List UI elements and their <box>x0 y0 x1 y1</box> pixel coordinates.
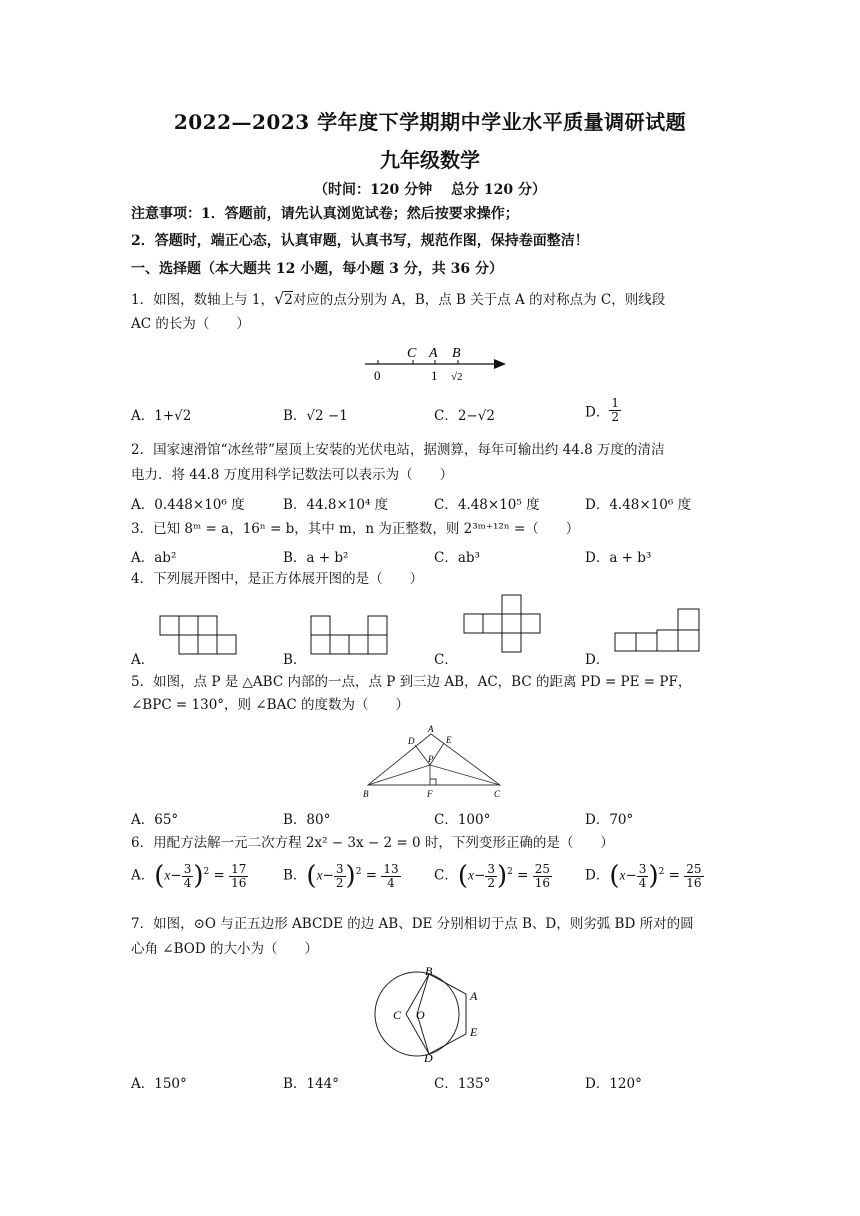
q7-circle-pentagon-figure <box>368 962 488 1066</box>
q7-option-a[interactable]: A．150° <box>131 1076 187 1092</box>
q6-option-c[interactable]: C．(x− $\frac{3}{2}$ )$^2$ = $\frac{25}{16}$ <box>434 861 551 891</box>
q2-line-1: 2．国家速滑馆“冰丝带”屋顶上安装的光伏电站，据测算，每年可输出约 44.8 万度的清洁 <box>131 442 665 458</box>
q4-line-1: 4．下列展开图中，是正方体展开图的是（ ） <box>131 571 424 587</box>
label-sqrt2: √2 <box>451 371 463 383</box>
q2-option-b[interactable]: B．44.8×10⁴ 度 <box>283 497 389 513</box>
right-angle-f <box>430 779 436 785</box>
q4-net-c-figure <box>457 592 547 654</box>
label-c: C <box>407 346 417 361</box>
q5-line-2: ∠BPC = 130°，则 ∠BAC 的度数为（ ） <box>131 697 409 713</box>
q4-option-b[interactable]: B． <box>283 652 307 668</box>
sqrt-symbol: √ <box>273 289 285 308</box>
q6-option-a[interactable]: A．(x− $\frac{3}{4}$ )$^2$ = $\frac{17}{16}$ <box>131 861 247 891</box>
q3-option-c[interactable]: C．ab³ <box>434 550 480 566</box>
q4-option-d[interactable]: D． <box>585 652 610 668</box>
label-c: C <box>393 1008 402 1022</box>
q4-net-b-figure <box>306 612 392 656</box>
exam-subtitle: 九年级数学 <box>380 148 480 172</box>
q2-line-2: 电力．将 44.8 万度用科学记数法可以表示为（ ） <box>131 467 454 483</box>
label-e: E <box>470 1025 478 1039</box>
q3-option-a[interactable]: A．ab² <box>131 550 177 566</box>
q5-triangle-figure <box>360 722 510 802</box>
q5-option-b[interactable]: B．80° <box>283 812 331 828</box>
segment-cp <box>430 765 500 785</box>
q2-option-d[interactable]: D．4.48×10⁶ 度 <box>585 497 692 513</box>
label-f: F <box>427 789 433 799</box>
q1-option-b[interactable]: B．√2 −1 <box>283 408 348 424</box>
notice-line-2: 2．答题时，端正心态，认真审题，认真书写，规范作图，保持卷面整洁！ <box>131 233 589 249</box>
q4-option-c[interactable]: C． <box>434 652 458 668</box>
label-d: D <box>424 1051 433 1065</box>
label-p: P <box>428 754 434 764</box>
exam-meta: （时间：120 分钟 总分 120 分） <box>314 182 546 198</box>
q2-option-c[interactable]: C．4.48×10⁵ 度 <box>434 497 540 513</box>
label-c: C <box>494 789 501 799</box>
q6-option-d[interactable]: D．(x− $\frac{3}{4}$ )$^2$ = $\frac{25}{16}$ <box>585 861 702 891</box>
q1-option-d[interactable]: D． $\frac{1}{2}$ <box>585 396 619 424</box>
q3-option-d[interactable]: D．a + b³ <box>585 550 652 566</box>
q5-line-1: 5．如图，点 P 是 △ABC 内部的一点，点 P 到三边 AB，AC，BC 的距离 PD = PE = PF， <box>131 674 692 690</box>
q7-line-1: 7．如图，⊙O 与正五边形 ABCDE 的边 AB、DE 分别相切于点 B、D，则劣弧 BD 所对的圆 <box>131 916 694 932</box>
number-line-arrow <box>494 359 506 369</box>
q4-net-a-figure <box>155 612 241 656</box>
q6-line-1: 6．用配方法解一元二次方程 2x² − 3x − 2 = 0 时，下列变形正确的是（ ） <box>131 835 614 851</box>
q1-line-1: 1．如图，数轴上与 1，√2对应的点分别为 A，B，点 B 关于点 A 的对称点为 C，则线段 <box>131 289 666 308</box>
label-1: 1 <box>431 368 438 383</box>
label-a: A <box>470 989 478 1003</box>
q5-option-c[interactable]: C．100° <box>434 812 491 828</box>
q7-option-c[interactable]: C．135° <box>434 1076 491 1092</box>
q5-option-a[interactable]: A．65° <box>131 812 179 828</box>
label-o: O <box>416 1008 425 1022</box>
label-a: A <box>429 346 438 361</box>
label-0: 0 <box>374 368 381 383</box>
q3-option-b[interactable]: B．a + b² <box>283 550 349 566</box>
q1-number-line-figure <box>360 340 510 384</box>
label-b: B <box>452 346 461 361</box>
q4-net-d-figure <box>611 602 707 656</box>
label-b: B <box>425 964 433 978</box>
pentagon-abcde <box>406 974 466 1054</box>
q6-option-b[interactable]: B．(x− $\frac{3}{2}$ )$^2$ = $\frac{13}{4}$ <box>283 861 399 891</box>
exam-title: 2022—2023 学年度下学期期中学业水平质量调研试题 <box>173 110 687 134</box>
q1-option-c[interactable]: C．2−√2 <box>434 408 495 424</box>
section-heading: 一、选择题（本大题共 12 小题，每小题 3 分，共 36 分） <box>131 261 503 277</box>
q7-line-2: 心角 ∠BOD 的大小为（ ） <box>131 941 318 957</box>
q1-option-a[interactable]: A．1+√2 <box>131 408 192 424</box>
q7-option-b[interactable]: B．144° <box>283 1076 339 1092</box>
label-e: E <box>446 735 452 745</box>
q3-line-1: 3．已知 8ᵐ = a，16ⁿ = b，其中 m，n 为正整数，则 2³ᵐ⁺¹²ⁿ =（ ） <box>131 521 580 537</box>
q7-option-d[interactable]: D．120° <box>585 1076 642 1092</box>
label-b: B <box>363 789 369 799</box>
q5-option-d[interactable]: D．70° <box>585 812 634 828</box>
q2-option-a[interactable]: A．0.448×10⁶ 度 <box>131 497 245 513</box>
label-d: D <box>408 736 415 746</box>
label-a: A <box>428 724 434 734</box>
segment-bp <box>368 765 430 785</box>
q1-line-2: AC 的长为（ ） <box>131 316 250 332</box>
q4-option-a[interactable]: A． <box>131 652 155 668</box>
notice-line-1: 注意事项：1．答题前，请先认真浏览试卷；然后按要求操作； <box>131 206 519 222</box>
